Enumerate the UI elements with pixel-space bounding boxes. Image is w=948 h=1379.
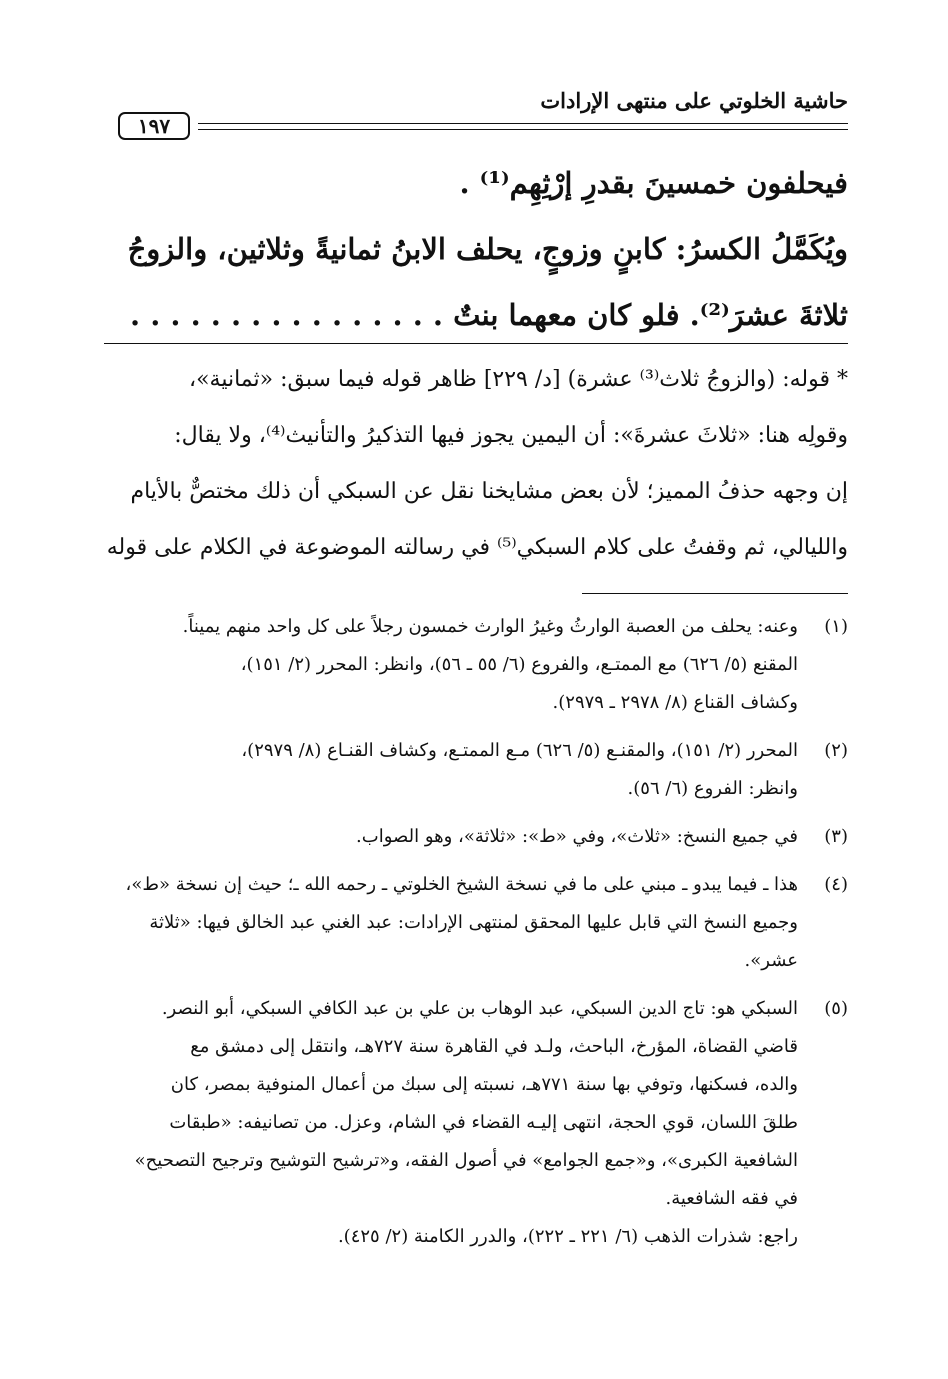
footnotes-section <box>100 608 848 1266</box>
footnote-line: المقنع (٥/ ٦٢٦) مع الممتـع، والفروع (٦/ ٥٥ ـ ٥٦)، وانظر: المحرر (٢/ ١٥١)، <box>240 654 798 675</box>
footnote-line: في فقه الشافعية. <box>665 1188 798 1209</box>
footnote-line: في جميع النسخ: «ثلاث»، وفي «ط»: «ثلاثة»، وهو الصواب. <box>356 826 798 847</box>
footnote-line: قاضي القضاة، المؤرخ، الباحث، ولـد في القاهرة سنة ٧٢٧هـ، وانتقل إلى دمشق مع <box>190 1036 798 1057</box>
header-rule-top <box>198 123 848 124</box>
footnote-number: (٤) <box>824 874 848 895</box>
running-header-title: حاشية الخلوتي على منتهى الإرادات <box>540 88 848 113</box>
footnote-line: وعنه: يحلف من العصبة الوارثُ وغيرُ الوارث خمسون رجلاً على كل واحد منهم يميناً. <box>182 616 798 637</box>
footnote-2 <box>100 732 848 808</box>
footnote-line: الشافعية الكبرى»، و«جمع الجوامع» في أصول الفقه، و«ترشيح التوشيح وترجيح التصحيح» <box>134 1150 798 1171</box>
footnote-number: (١) <box>824 616 848 637</box>
commentary-text <box>104 352 848 576</box>
footnote-line: المحرر (٢/ ١٥١)، والمقنـع (٥/ ٦٢٦) مـع الممتـع، وكشاف القنـاع (٨/ ٢٩٧٩)، <box>241 740 798 761</box>
matn-separator-rule <box>104 343 848 344</box>
footnote-line: وانظر: الفروع (٦/ ٥٦). <box>627 778 798 799</box>
footnote-line: طلقَ اللسان، قوي الحجة، انتهى إليـه القضاء في الشام، وعزل. من تصانيفه: «طبقات <box>169 1112 798 1133</box>
matn-line: ويُكَمَّلُ الكسرُ: كابنٍ وزوجٍ، يحلف الابنُ ثمانيةً وثلاثين، والزوجُ <box>127 232 848 266</box>
footnote-line: هذا ـ فيما يبدو ـ مبني على ما في نسخة الشيخ الخلوتي ـ رحمه الله ـ؛ حيث إن نسخة «ط»، <box>125 874 798 895</box>
commentary-line: إن وجهه حذفُ المميز؛ لأن بعض مشايخنا نقل عن السبكي أن ذلك مختصٌّ بالأيام <box>130 479 848 504</box>
footnote-number: (٥) <box>824 998 848 1019</box>
commentary-line: والليالي، ثم وقفتُ على كلام السبكي⁽⁵⁾ في رسالته الموضوعة في الكلام على قوله <box>106 535 848 560</box>
footnote-1 <box>100 608 848 722</box>
commentary-line: وقولِه هنا: «ثلاثَ عشرةَ»: أن اليمين يجوز فيها التذكيرُ والتأنيث⁽⁴⁾، ولا يقال: <box>174 423 848 448</box>
main-matn-text <box>108 150 848 348</box>
footnote-line: عشر». <box>744 950 798 971</box>
footnote-line: راجع: شذرات الذهب (٦/ ٢٢١ ـ ٢٢٢)، والدرر الكامنة (٢/ ٤٢٥). <box>337 1226 798 1247</box>
footnote-separator-rule <box>582 593 848 594</box>
footnote-3 <box>100 818 848 856</box>
footnote-number: (٣) <box>824 826 848 847</box>
footnote-line: وكشاف القناع (٨/ ٢٩٧٨ ـ ٢٩٧٩). <box>552 692 798 713</box>
page-number-box: ١٩٧ <box>118 112 190 140</box>
footnote-line: وجميع النسخ التي قابل عليها المحقق لمنتهى الإرادات: عبد الغني عبد الخالق فيها: «ثلاثة <box>149 912 798 933</box>
matn-line: فيحلفون خمسينَ بقدرِ إرْثِهِم⁽¹⁾ . <box>459 166 848 200</box>
matn-line: ثلاثةَ عشرَ⁽²⁾. فلو كان معهما بنتٌ . . . . . . . . . . . . . . . . <box>130 298 848 332</box>
footnote-number: (٢) <box>824 740 848 761</box>
footnote-4 <box>100 866 848 980</box>
footnote-line: والده، فسكنها، وتوفي بها سنة ٧٧١هـ، نسبته إلى سبك من أعمال المنوفية بمصر، كان <box>170 1074 798 1095</box>
commentary-line: * قوله: (والزوجُ ثلاث⁽³⁾ عشرة) [د/ ٢٢٩] ظاهر قوله فيما سبق: «ثمانية»، <box>188 367 848 392</box>
footnote-line: السبكي هو: تاج الدين السبكي، عبد الوهاب بن علي بن عبد الكافي السبكي، أبو النصر. <box>161 998 798 1019</box>
header-rule-bottom <box>198 129 848 130</box>
footnote-5 <box>100 990 848 1256</box>
